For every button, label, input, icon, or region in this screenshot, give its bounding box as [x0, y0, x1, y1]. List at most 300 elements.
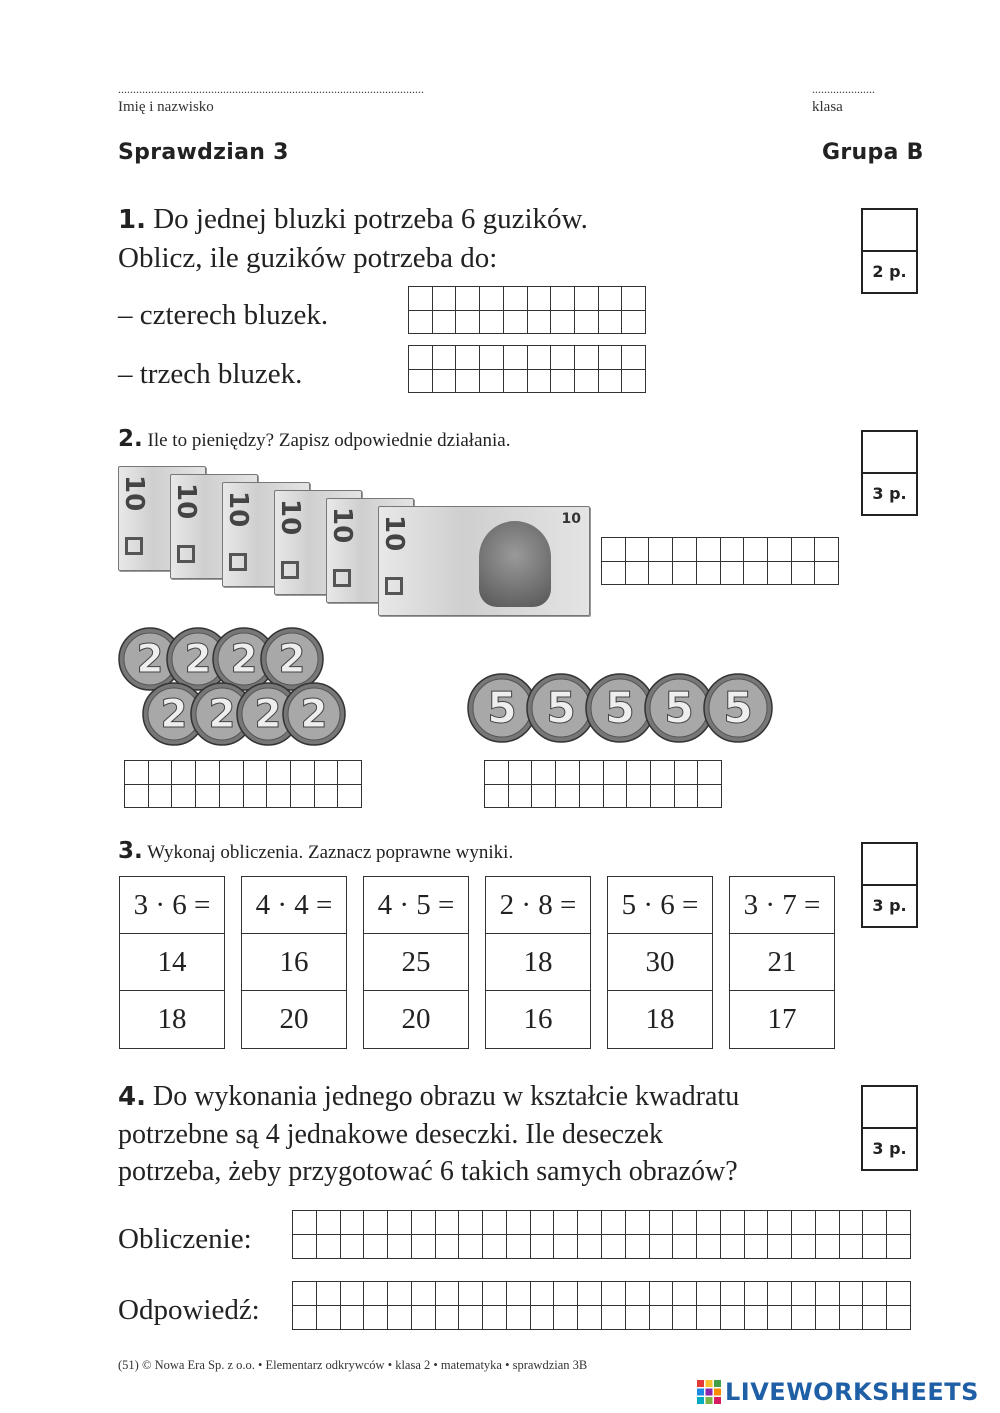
- grid-cell[interactable]: [341, 1306, 365, 1330]
- task4-number: 4.: [118, 1082, 146, 1112]
- grid-cell[interactable]: [409, 287, 433, 311]
- grid-cell[interactable]: [745, 1235, 769, 1259]
- grid-cell[interactable]: [649, 562, 673, 586]
- grid-cell[interactable]: [315, 785, 339, 809]
- grid-cell[interactable]: [293, 1211, 317, 1235]
- grid-cell[interactable]: [483, 1211, 507, 1235]
- grid-cell[interactable]: [599, 287, 623, 311]
- calc-table-1: [119, 876, 225, 1049]
- grid-cell[interactable]: [675, 761, 699, 785]
- grid-cell[interactable]: [697, 1235, 721, 1259]
- task2-score-field[interactable]: [863, 432, 916, 474]
- svg-text:5: 5: [487, 684, 517, 734]
- svg-text:2: 2: [208, 692, 236, 738]
- grid-cell[interactable]: [551, 370, 575, 394]
- coin-2zl: [283, 683, 345, 745]
- grid-cell[interactable]: [697, 538, 721, 562]
- grid-cell[interactable]: [196, 761, 220, 785]
- grid-cell[interactable]: [602, 538, 626, 562]
- task4-answer-grid[interactable]: [292, 1281, 911, 1330]
- grid-cell[interactable]: [744, 562, 768, 586]
- grid-cell[interactable]: [578, 1235, 602, 1259]
- grid-cell[interactable]: [554, 1306, 578, 1330]
- grid-cell[interactable]: [483, 1282, 507, 1306]
- grid-cell[interactable]: [556, 785, 580, 809]
- grid-cell[interactable]: [650, 1235, 674, 1259]
- answer-option[interactable]: 16: [523, 1003, 553, 1035]
- svg-text:2: 2: [254, 692, 282, 738]
- footer-copyright: (51) © Nowa Era Sp. z o.o. • Elementarz odkrywców • klasa 2 • matematyka • sprawdzian 3B: [118, 1358, 588, 1372]
- grid-cell[interactable]: [388, 1235, 412, 1259]
- name-label: Imię i nazwisko: [118, 99, 214, 115]
- coin-5zl: [645, 674, 713, 742]
- grid-cell[interactable]: [575, 311, 599, 335]
- grid-cell[interactable]: [480, 287, 504, 311]
- grid-cell[interactable]: [364, 1282, 388, 1306]
- grid-cell[interactable]: [721, 1235, 745, 1259]
- calc-table-2: [241, 876, 347, 1049]
- grid-cell[interactable]: [626, 562, 650, 586]
- grid-cell[interactable]: [196, 785, 220, 809]
- grid-cell[interactable]: [436, 1306, 460, 1330]
- grid-cell[interactable]: [768, 562, 792, 586]
- name-dots[interactable]: ......................................................................................................: [118, 82, 424, 96]
- svg-text:2: 2: [300, 692, 328, 738]
- svg-text:2: 2: [230, 637, 258, 683]
- grid-cell[interactable]: [602, 562, 626, 586]
- svg-text:5: 5: [723, 684, 753, 734]
- task1-line1: Do jednej bluzki potrzeba 6 guzików.: [153, 203, 588, 235]
- grid-cell[interactable]: [528, 287, 552, 311]
- answer-option[interactable]: 18: [486, 934, 590, 991]
- grid-cell[interactable]: [293, 1306, 317, 1330]
- banknote-value: 10: [171, 483, 201, 520]
- grid-cell[interactable]: [697, 1211, 721, 1235]
- grid-cell[interactable]: [840, 1282, 864, 1306]
- grid-cell[interactable]: [507, 1306, 531, 1330]
- grid-cell[interactable]: [578, 1211, 602, 1235]
- task1-item1: – czterech bluzek.: [118, 299, 329, 331]
- answer-option[interactable]: 25: [364, 934, 468, 991]
- grid-cell[interactable]: [651, 761, 675, 785]
- grid-cell[interactable]: [504, 311, 528, 335]
- grid-cell[interactable]: [792, 1306, 816, 1330]
- grid-cell[interactable]: [554, 1211, 578, 1235]
- coin-5zl: [586, 674, 654, 742]
- class-label: klasa: [812, 99, 843, 115]
- grid-cell[interactable]: [721, 1306, 745, 1330]
- grid-cell[interactable]: [531, 1306, 555, 1330]
- task3-score-field[interactable]: [863, 844, 916, 886]
- grid-cell[interactable]: [721, 1282, 745, 1306]
- grid-cell[interactable]: [673, 1235, 697, 1259]
- grid-cell[interactable]: [532, 761, 556, 785]
- task4-points: 3 p.: [872, 1139, 907, 1158]
- grid-cell[interactable]: [364, 1235, 388, 1259]
- grid-cell[interactable]: [149, 761, 173, 785]
- grid-cell[interactable]: [551, 311, 575, 335]
- coins-2zl-illustration: [118, 626, 358, 750]
- grid-cell[interactable]: [622, 346, 646, 370]
- grid-cell[interactable]: [768, 1211, 792, 1235]
- coins-5zl-illustration: [464, 670, 780, 746]
- grid-cell[interactable]: [507, 1211, 531, 1235]
- banknote-value: 10: [327, 507, 357, 544]
- banknote-emblem-icon: [229, 553, 247, 571]
- grid-cell[interactable]: [626, 1235, 650, 1259]
- grid-cell[interactable]: [580, 785, 604, 809]
- grid-cell[interactable]: [698, 761, 722, 785]
- banknote-value: 10: [379, 515, 409, 552]
- grid-cell[interactable]: [267, 761, 291, 785]
- grid-cell[interactable]: [433, 370, 457, 394]
- grid-cell[interactable]: [745, 1306, 769, 1330]
- answer-option[interactable]: 20: [279, 1003, 309, 1035]
- coin-5zl: [468, 674, 536, 742]
- banknote-value: 10: [119, 475, 149, 512]
- grid-cell[interactable]: [509, 761, 533, 785]
- grid-cell[interactable]: [604, 785, 628, 809]
- banknote-emblem-icon: [125, 537, 143, 555]
- grid-cell[interactable]: [673, 1306, 697, 1330]
- grid-cell[interactable]: [580, 761, 604, 785]
- grid-cell[interactable]: [721, 562, 745, 586]
- grid-cell[interactable]: [816, 1282, 840, 1306]
- grid-cell[interactable]: [887, 1282, 911, 1306]
- task2-answer-grid-banknotes[interactable]: [601, 537, 839, 585]
- grid-cell[interactable]: [575, 370, 599, 394]
- task2-answer-grid-coins5[interactable]: [484, 760, 722, 808]
- grid-cell[interactable]: [673, 562, 697, 586]
- grid-cell[interactable]: [436, 1235, 460, 1259]
- grid-cell[interactable]: [244, 785, 268, 809]
- task2-question: Ile to pieniędzy? Zapisz odpowiednie działania.: [147, 430, 511, 451]
- grid-cell[interactable]: [388, 1211, 412, 1235]
- calc-table-3: [363, 876, 469, 1049]
- grid-cell[interactable]: [887, 1235, 911, 1259]
- calc-expression: 3 · 7 =: [730, 877, 834, 934]
- grid-cell[interactable]: [291, 761, 315, 785]
- grid-cell[interactable]: [745, 1211, 769, 1235]
- liveworksheets-logo[interactable]: [696, 1378, 979, 1406]
- grid-cell[interactable]: [887, 1211, 911, 1235]
- grid-cell[interactable]: [341, 1235, 365, 1259]
- task1-score-box: [861, 208, 918, 294]
- grid-cell[interactable]: [459, 1235, 483, 1259]
- svg-text:5: 5: [664, 684, 694, 734]
- grid-cell[interactable]: [768, 1282, 792, 1306]
- banknote-emblem-icon: [177, 545, 195, 563]
- task3-score-box: [861, 842, 918, 928]
- grid-cell[interactable]: [149, 785, 173, 809]
- grid-cell[interactable]: [317, 1282, 341, 1306]
- task4-line3: potrzeba, żeby przygotować 6 takich samych obrazów?: [118, 1156, 738, 1187]
- grid-cell[interactable]: [768, 1306, 792, 1330]
- calc-expression: 4 · 4 =: [242, 877, 346, 934]
- grid-cell[interactable]: [456, 346, 480, 370]
- grid-cell[interactable]: [768, 538, 792, 562]
- grid-cell[interactable]: [792, 1282, 816, 1306]
- banknote-value: 10: [275, 499, 305, 536]
- grid-cell[interactable]: [317, 1235, 341, 1259]
- grid-cell[interactable]: [863, 1306, 887, 1330]
- grid-cell[interactable]: [551, 287, 575, 311]
- page-title: Sprawdzian 3: [118, 140, 289, 165]
- task2-number: 2.: [118, 426, 143, 452]
- calc-label: Obliczenie:: [118, 1223, 252, 1255]
- coin-5zl: [704, 674, 772, 742]
- banknote-emblem-icon: [385, 577, 403, 595]
- task3-question: Wykonaj obliczenia. Zaznacz poprawne wyniki.: [147, 842, 514, 863]
- grid-cell[interactable]: [602, 1282, 626, 1306]
- grid-cell[interactable]: [792, 1211, 816, 1235]
- grid-cell[interactable]: [744, 538, 768, 562]
- task2-answer-grid-coins2[interactable]: [124, 760, 362, 808]
- grid-cell[interactable]: [575, 346, 599, 370]
- grid-cell[interactable]: [626, 538, 650, 562]
- grid-cell[interactable]: [172, 761, 196, 785]
- grid-cell[interactable]: [485, 785, 509, 809]
- grid-cell[interactable]: [172, 785, 196, 809]
- grid-cell[interactable]: [509, 785, 533, 809]
- calc-table-5: [607, 876, 713, 1049]
- answer-option[interactable]: 30: [608, 934, 712, 991]
- class-dots[interactable]: .....................: [812, 82, 875, 96]
- grid-cell[interactable]: [504, 370, 528, 394]
- grid-cell[interactable]: [554, 1235, 578, 1259]
- grid-cell[interactable]: [433, 311, 457, 335]
- grid-cell[interactable]: [673, 1211, 697, 1235]
- calc-table-4: [485, 876, 591, 1049]
- grid-cell[interactable]: [651, 785, 675, 809]
- grid-cell[interactable]: [480, 311, 504, 335]
- grid-cell[interactable]: [602, 1211, 626, 1235]
- grid-cell[interactable]: [459, 1306, 483, 1330]
- grid-cell[interactable]: [459, 1282, 483, 1306]
- liveworksheets-mark-icon: [696, 1379, 722, 1405]
- grid-cell[interactable]: [293, 1282, 317, 1306]
- grid-cell[interactable]: [745, 1282, 769, 1306]
- grid-cell[interactable]: [599, 311, 623, 335]
- grid-cell[interactable]: [364, 1306, 388, 1330]
- task1-line2: Oblicz, ile guzików potrzeba do:: [118, 242, 498, 274]
- task1-number: 1.: [118, 205, 146, 235]
- grid-cell[interactable]: [504, 346, 528, 370]
- task4-line1: Do wykonania jednego obrazu w kształcie kwadratu: [152, 1081, 740, 1112]
- grid-cell[interactable]: [863, 1282, 887, 1306]
- grid-cell[interactable]: [675, 785, 699, 809]
- grid-cell[interactable]: [125, 761, 149, 785]
- grid-cell[interactable]: [338, 785, 362, 809]
- grid-cell[interactable]: [459, 1211, 483, 1235]
- grid-cell[interactable]: [244, 761, 268, 785]
- task4-score-field[interactable]: [863, 1087, 916, 1129]
- grid-cell[interactable]: [456, 370, 480, 394]
- grid-cell[interactable]: [626, 1282, 650, 1306]
- grid-cell[interactable]: [409, 346, 433, 370]
- banknote-emblem-icon: [281, 561, 299, 579]
- grid-cell[interactable]: [456, 311, 480, 335]
- grid-cell[interactable]: [267, 785, 291, 809]
- grid-cell[interactable]: [532, 785, 556, 809]
- grid-cell[interactable]: [315, 761, 339, 785]
- grid-cell[interactable]: [816, 1235, 840, 1259]
- grid-cell[interactable]: [433, 346, 457, 370]
- grid-cell[interactable]: [816, 1211, 840, 1235]
- grid-cell[interactable]: [480, 370, 504, 394]
- grid-cell[interactable]: [863, 1211, 887, 1235]
- grid-cell[interactable]: [622, 287, 646, 311]
- svg-text:2: 2: [136, 637, 164, 683]
- answer-option[interactable]: 14: [120, 934, 224, 991]
- grid-cell[interactable]: [220, 761, 244, 785]
- grid-cell[interactable]: [840, 1235, 864, 1259]
- grid-cell[interactable]: [602, 1306, 626, 1330]
- task4-score-box: [861, 1085, 918, 1171]
- grid-cell[interactable]: [840, 1211, 864, 1235]
- grid-cell[interactable]: [697, 1306, 721, 1330]
- grid-cell[interactable]: [768, 1235, 792, 1259]
- grid-cell[interactable]: [341, 1282, 365, 1306]
- grid-cell[interactable]: [412, 1235, 436, 1259]
- svg-text:5: 5: [605, 684, 635, 734]
- grid-cell[interactable]: [528, 370, 552, 394]
- grid-cell[interactable]: [626, 1211, 650, 1235]
- grid-cell[interactable]: [528, 346, 552, 370]
- answer-option[interactable]: 18: [157, 1003, 187, 1035]
- grid-cell[interactable]: [485, 761, 509, 785]
- group-label: Grupa B: [822, 140, 924, 165]
- grid-cell[interactable]: [697, 1282, 721, 1306]
- grid-cell[interactable]: [436, 1211, 460, 1235]
- grid-cell[interactable]: [483, 1235, 507, 1259]
- grid-cell[interactable]: [792, 538, 816, 562]
- calc-expression: 2 · 8 =: [486, 877, 590, 934]
- task4-line2: potrzebne są 4 jednakowe deseczki. Ile deseczek: [118, 1119, 663, 1150]
- task3-number: 3.: [118, 838, 143, 864]
- grid-cell[interactable]: [792, 562, 816, 586]
- answer-option[interactable]: 20: [401, 1003, 431, 1035]
- grid-cell[interactable]: [531, 1211, 555, 1235]
- grid-cell[interactable]: [673, 1282, 697, 1306]
- task1-score-field[interactable]: [863, 210, 916, 252]
- answer-option[interactable]: 16: [242, 934, 346, 991]
- banknote-value: 10: [223, 491, 253, 528]
- grid-cell[interactable]: [456, 287, 480, 311]
- grid-cell[interactable]: [627, 785, 651, 809]
- grid-cell[interactable]: [409, 311, 433, 335]
- grid-cell[interactable]: [626, 1306, 650, 1330]
- grid-cell[interactable]: [504, 287, 528, 311]
- grid-cell[interactable]: [125, 785, 149, 809]
- grid-cell[interactable]: [650, 1306, 674, 1330]
- answer-option[interactable]: 18: [645, 1003, 675, 1035]
- grid-cell[interactable]: [599, 346, 623, 370]
- banknote-emblem-icon: [333, 569, 351, 587]
- grid-cell[interactable]: [575, 287, 599, 311]
- grid-cell[interactable]: [650, 1282, 674, 1306]
- grid-cell[interactable]: [554, 1282, 578, 1306]
- grid-cell[interactable]: [622, 311, 646, 335]
- grid-cell[interactable]: [291, 785, 315, 809]
- grid-cell[interactable]: [673, 538, 697, 562]
- grid-cell[interactable]: [388, 1282, 412, 1306]
- grid-cell[interactable]: [317, 1211, 341, 1235]
- task1-answer-grid-1[interactable]: [408, 286, 646, 334]
- grid-cell[interactable]: [507, 1282, 531, 1306]
- grid-cell[interactable]: [604, 761, 628, 785]
- grid-cell[interactable]: [412, 1211, 436, 1235]
- calc-table-6: [729, 876, 835, 1049]
- grid-cell[interactable]: [483, 1306, 507, 1330]
- grid-cell[interactable]: [341, 1211, 365, 1235]
- grid-cell[interactable]: [409, 370, 433, 394]
- grid-cell[interactable]: [887, 1306, 911, 1330]
- grid-cell[interactable]: [627, 761, 651, 785]
- grid-cell[interactable]: [436, 1282, 460, 1306]
- grid-cell[interactable]: [531, 1235, 555, 1259]
- grid-cell[interactable]: [433, 287, 457, 311]
- grid-cell[interactable]: [220, 785, 244, 809]
- task1-answer-grid-2[interactable]: [408, 345, 646, 393]
- banknotes-illustration: [118, 466, 588, 610]
- calc-expression: 4 · 5 =: [364, 877, 468, 934]
- svg-text:2: 2: [184, 637, 212, 683]
- calc-expression: 5 · 6 =: [608, 877, 712, 934]
- task2-points: 3 p.: [872, 484, 907, 503]
- task4-calc-grid[interactable]: [292, 1210, 911, 1259]
- grid-cell[interactable]: [650, 1211, 674, 1235]
- grid-cell[interactable]: [622, 370, 646, 394]
- grid-cell[interactable]: [815, 538, 839, 562]
- grid-cell[interactable]: [815, 562, 839, 586]
- grid-cell[interactable]: [697, 562, 721, 586]
- grid-cell[interactable]: [698, 785, 722, 809]
- liveworksheets-brand: LIVEWORKSHEETS: [725, 1378, 979, 1406]
- grid-cell[interactable]: [293, 1235, 317, 1259]
- grid-cell[interactable]: [649, 538, 673, 562]
- grid-cell[interactable]: [480, 346, 504, 370]
- grid-cell[interactable]: [599, 370, 623, 394]
- task2-score-box: [861, 430, 918, 516]
- grid-cell[interactable]: [412, 1282, 436, 1306]
- answer-option[interactable]: 21: [730, 934, 834, 991]
- grid-cell[interactable]: [317, 1306, 341, 1330]
- grid-cell[interactable]: [863, 1235, 887, 1259]
- grid-cell[interactable]: [840, 1306, 864, 1330]
- grid-cell[interactable]: [816, 1306, 840, 1330]
- coin-5zl: [527, 674, 595, 742]
- grid-cell[interactable]: [721, 1211, 745, 1235]
- grid-cell[interactable]: [578, 1306, 602, 1330]
- grid-cell[interactable]: [721, 538, 745, 562]
- task3-points: 3 p.: [872, 896, 907, 915]
- coin-2zl: [261, 628, 323, 690]
- grid-cell[interactable]: [412, 1306, 436, 1330]
- grid-cell[interactable]: [602, 1235, 626, 1259]
- grid-cell[interactable]: [556, 761, 580, 785]
- grid-cell[interactable]: [528, 311, 552, 335]
- grid-cell[interactable]: [364, 1211, 388, 1235]
- grid-cell[interactable]: [507, 1235, 531, 1259]
- grid-cell[interactable]: [338, 761, 362, 785]
- grid-cell[interactable]: [578, 1282, 602, 1306]
- answer-option[interactable]: 17: [767, 1003, 797, 1035]
- grid-cell[interactable]: [551, 346, 575, 370]
- grid-cell[interactable]: [792, 1235, 816, 1259]
- grid-cell[interactable]: [531, 1282, 555, 1306]
- grid-cell[interactable]: [388, 1306, 412, 1330]
